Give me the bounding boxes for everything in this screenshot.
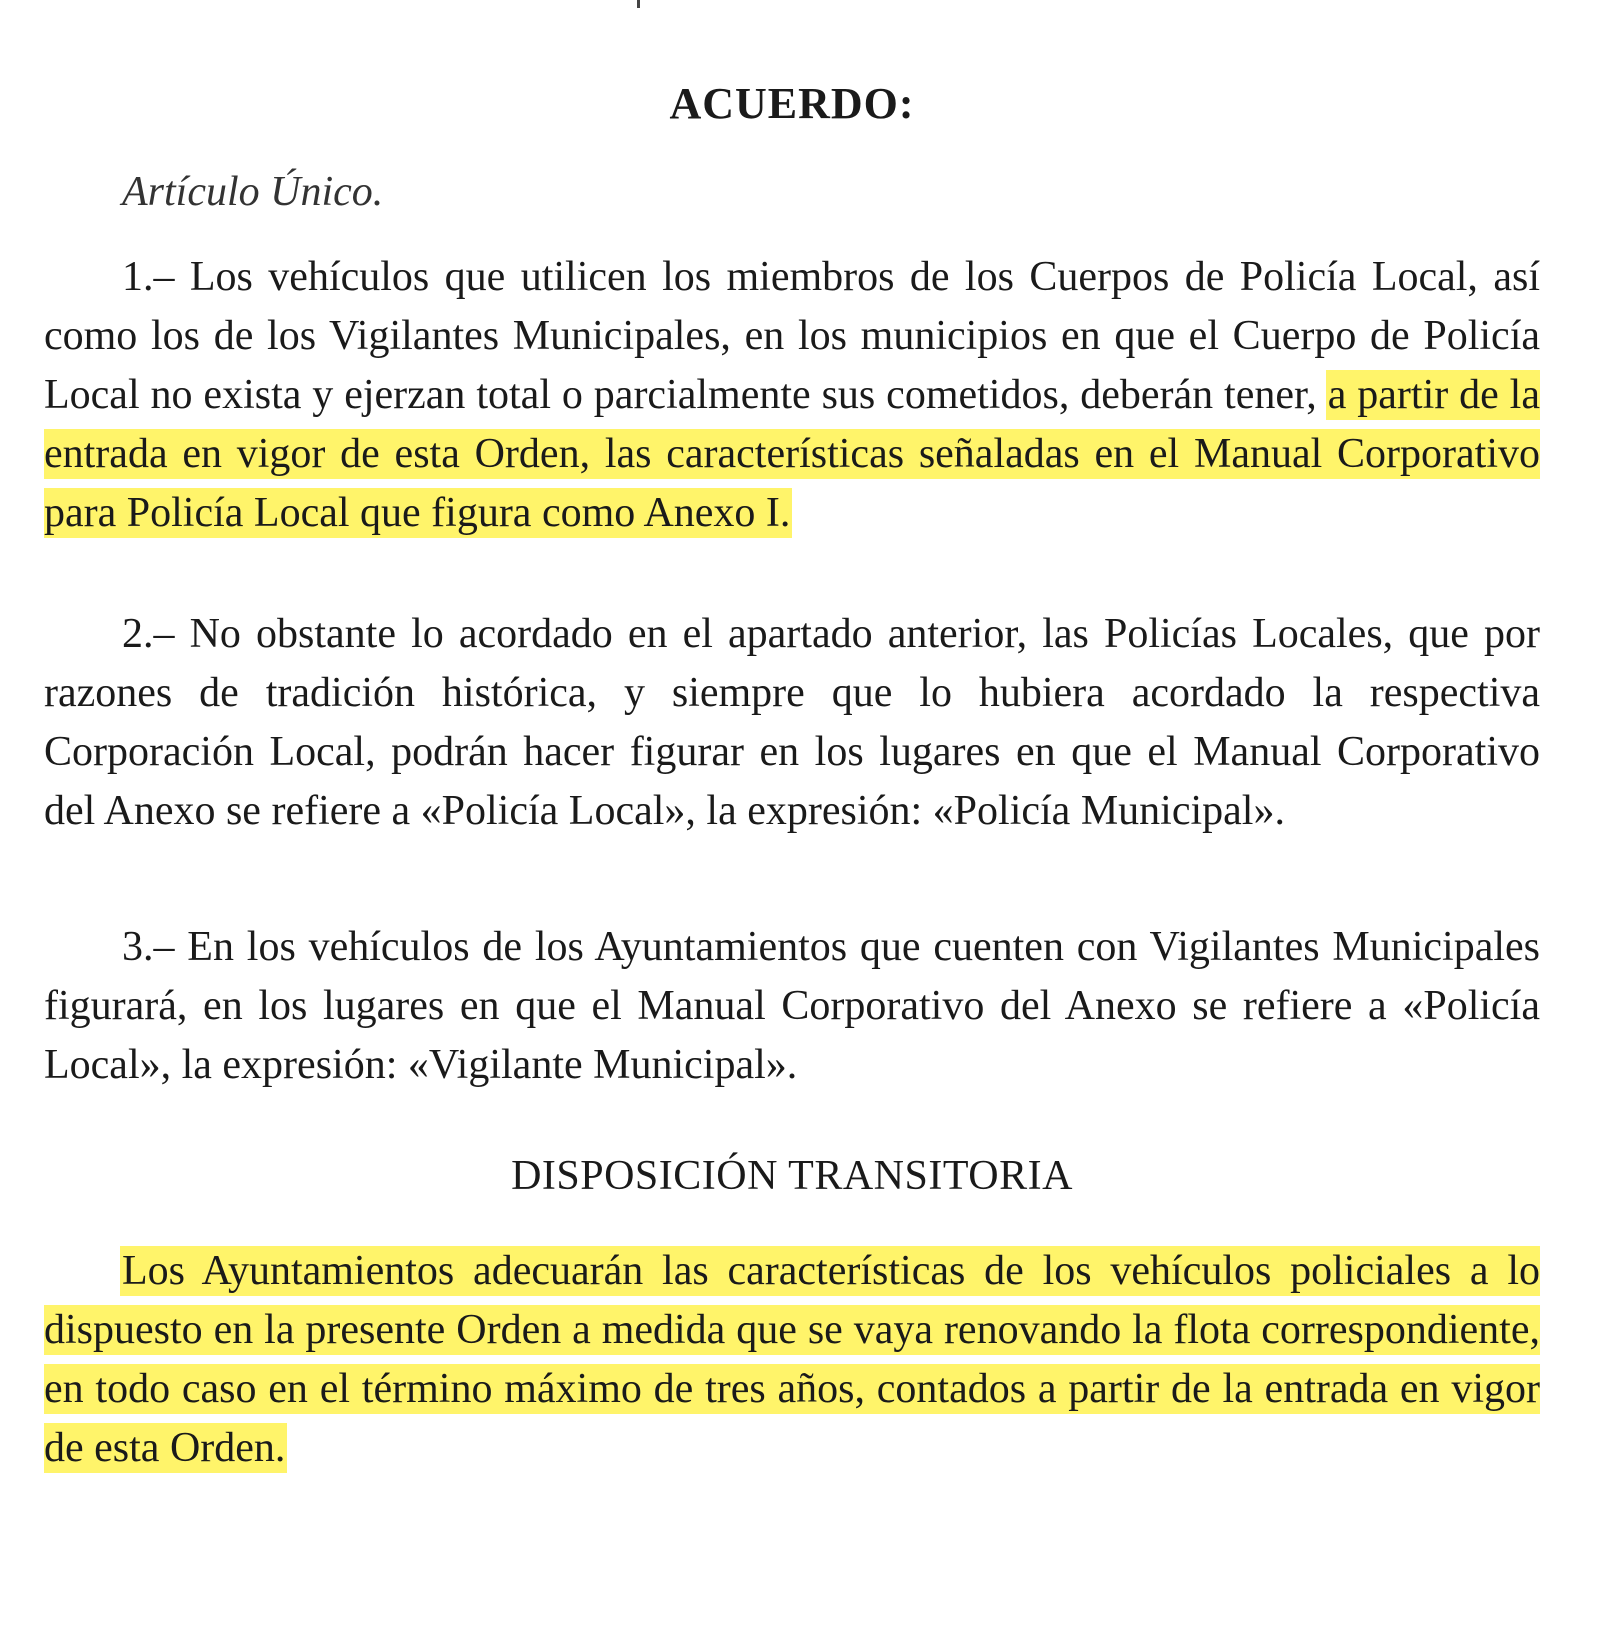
paragraph-1 [44,248,1540,543]
paragraph-3 [44,918,1540,1095]
transitional-highlighted-text: Los Ayuntamientos adecuarán las características de los vehículos policiales a lo dispuesto en la presente Orden a medida que se vaya renovando la flota correspondiente, en todo caso en el término máximo de tres años, contados a partir de la entrada en vigor de esta Orden. [44,1248,1540,1471]
article-title: Artículo Único. [122,169,384,215]
paragraph-3-number: 3.– [122,924,175,970]
paragraph-1-number: 1.– [122,254,175,300]
paragraph-2-number: 2.– [122,611,175,657]
page-top-mark [637,0,640,8]
paragraph-1-text: Los vehículos que utilicen los miembros de los Cuerpos de Policía Local, así como los de los Vigilantes Municipales, en los municipios en que el Cuerpo de Policía Local no exista y ejerzan total o parcialmente sus cometidos, deberán tener, [44,254,1540,418]
paragraph-2-text: No obstante lo acordado en el apartado anterior, las Policías Locales, que por razones de tradición histórica, y siempre que lo hubiera acordado la respectiva Corporación Local, podrán hacer figurar en los lugares en que el Manual Corporativo del Anexo se refiere a «Policía Local», la expresión: «Policía Municipal». [44,611,1540,834]
paragraph-3-text: En los vehículos de los Ayuntamientos que cuenten con Vigilantes Municipales figurará, en los lugares en que el Manual Corporativo del Anexo se refiere a «Policía Local», la expresión: «Vigilante Municipal». [44,924,1540,1088]
transitional-paragraph [44,1242,1540,1478]
transitional-heading: DISPOSICIÓN TRANSITORIA [511,1153,1073,1199]
acuerdo-heading: ACUERDO: [669,79,915,128]
paragraph-1-highlighted-text: a partir de la entrada en vigor de esta Orden, las características señaladas en el Manual Corporativo para Policía Local que figura como Anexo I. [44,372,1540,536]
paragraph-2 [44,605,1540,841]
